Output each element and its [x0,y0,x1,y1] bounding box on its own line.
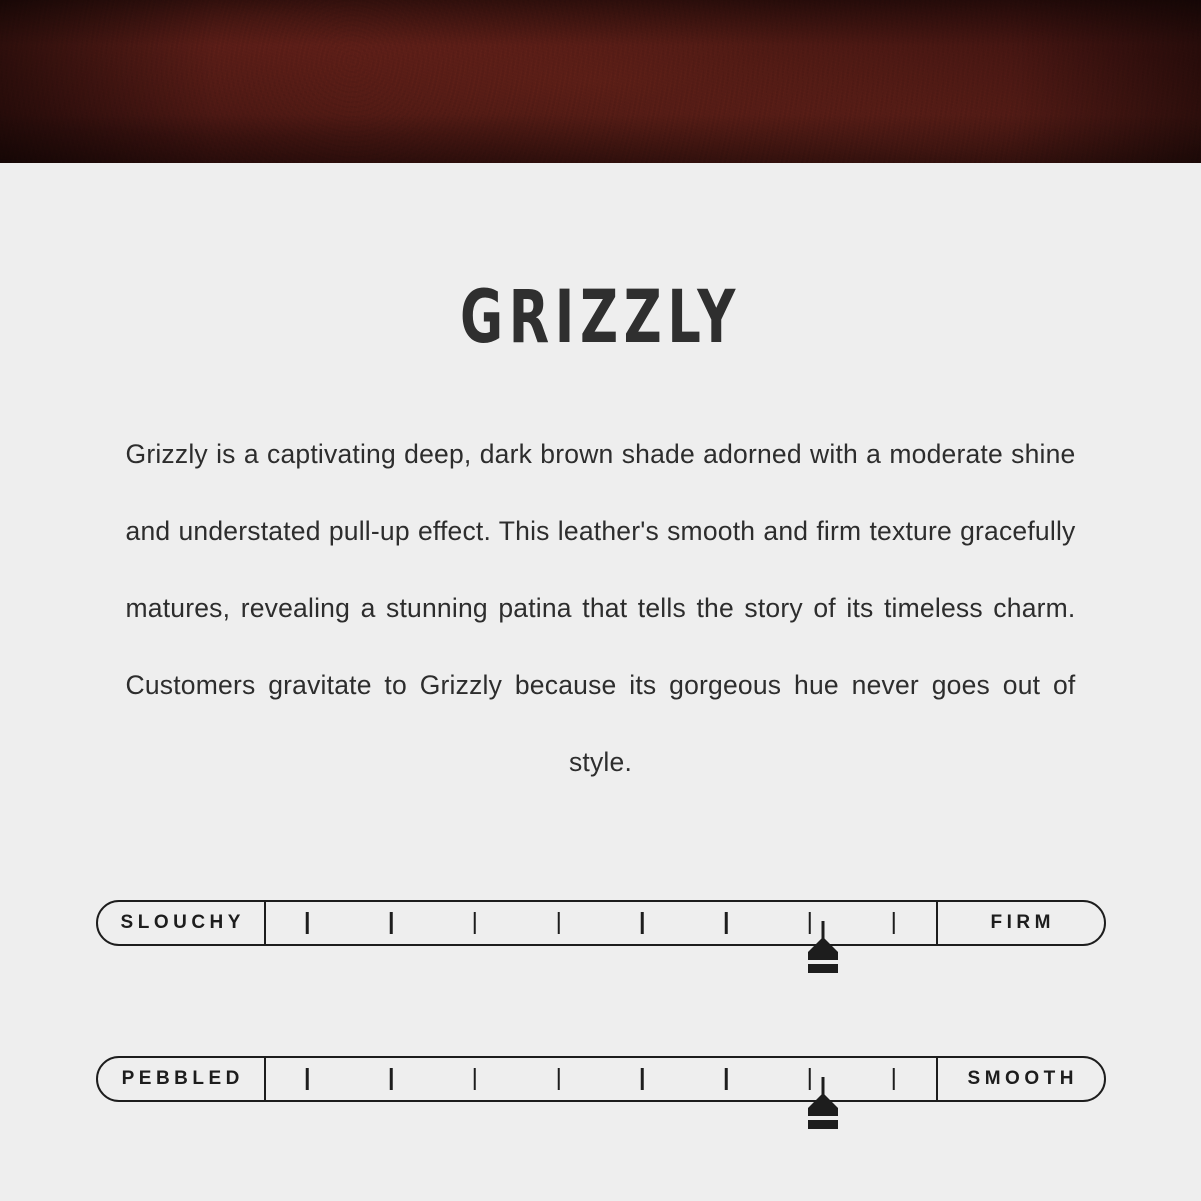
scale-row-texture [96,1056,1106,1156]
page-title: GRIZZLY [460,275,741,360]
scale-track-texture[interactable] [96,1056,1106,1102]
scale-tick [725,912,728,934]
scale-tick [641,1068,644,1090]
leather-swatch-image [0,0,1201,163]
leather-vignette [0,0,1201,163]
scale-tick [641,912,644,934]
scale-tick [725,1068,728,1090]
scale-right-label-texture: SMOOTH [936,1058,1104,1100]
scale-track-firmness[interactable] [96,900,1106,946]
scale-marker-firmness[interactable] [802,921,844,977]
scale-tick [557,912,560,934]
scale-tick [306,912,309,934]
attribute-scales [0,900,1201,1156]
scale-tick [474,1068,477,1090]
scale-tick [390,1068,393,1090]
scale-tick [390,912,393,934]
scale-row-firmness [96,900,1106,1000]
scale-separator [0,1000,1201,1056]
product-description: Grizzly is a captivating deep, dark brown shade adorned with a moderate shine and understated pull-up effect. This leather's smooth and firm texture gracefully matures, revealing a stunning patina that tells the story of its timeless charm. Customers gravitate to Grizzly because its gorgeous hue never goes out of style. [125,439,1076,777]
scale-left-label-firmness: SLOUCHY [98,902,266,944]
scale-tick [557,1068,560,1090]
scale-marker-texture[interactable] [802,1077,844,1133]
scale-tick [892,1068,895,1090]
scale-left-label-texture: PEBBLED [98,1058,266,1100]
scale-tick [306,1068,309,1090]
scale-tick [892,912,895,934]
scale-tick [474,912,477,934]
scale-right-label-firmness: FIRM [936,902,1104,944]
